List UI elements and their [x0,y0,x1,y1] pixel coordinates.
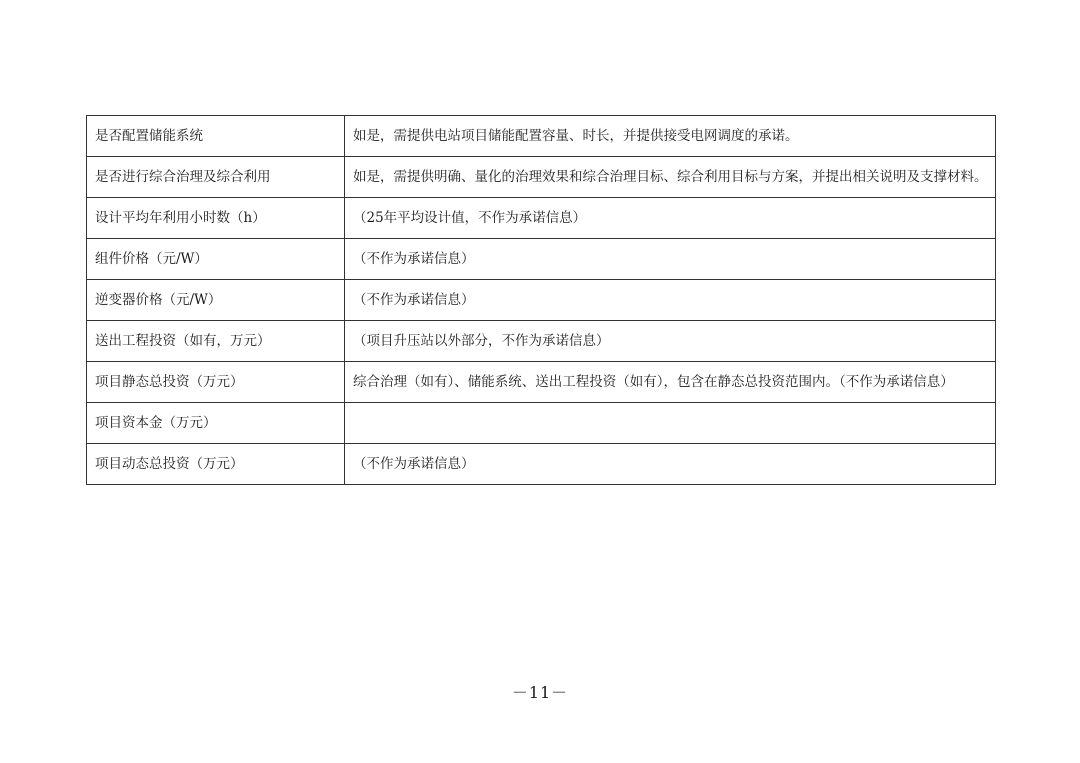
row-value: （不作为承诺信息） [345,280,996,321]
row-value: （不作为承诺信息） [345,444,996,485]
row-label: 组件价格（元/W） [87,239,345,280]
row-label: 设计平均年利用小时数（h） [87,198,345,239]
row-value: （项目升压站以外部分，不作为承诺信息） [345,321,996,362]
row-label: 项目静态总投资（万元） [87,362,345,403]
row-value [345,403,996,444]
table-row [87,444,996,485]
row-label: 逆变器价格（元/W） [87,280,345,321]
table-row [87,321,996,362]
project-info-table [86,115,996,485]
table-row [87,157,996,198]
table-row [87,198,996,239]
row-label: 项目动态总投资（万元） [87,444,345,485]
page-number: －11－ [511,683,569,702]
row-label: 送出工程投资（如有，万元） [87,321,345,362]
row-value: （25年平均设计值，不作为承诺信息） [345,198,996,239]
row-label: 是否进行综合治理及综合利用 [87,157,345,198]
row-value: 综合治理（如有）、储能系统、送出工程投资（如有），包含在静态总投资范围内。（不作为承诺信息） [345,362,996,403]
table-row [87,116,996,157]
table-row [87,362,996,403]
table-row [87,280,996,321]
row-value: 如是，需提供电站项目储能配置容量、时长，并提供接受电网调度的承诺。 [345,116,996,157]
row-value: 如是，需提供明确、量化的治理效果和综合治理目标、综合利用目标与方案，并提出相关说明及支撑材料。 [345,157,996,198]
row-value: （不作为承诺信息） [345,239,996,280]
row-label: 项目资本金（万元） [87,403,345,444]
table-row [87,403,996,444]
row-label: 是否配置储能系统 [87,116,345,157]
table-row [87,239,996,280]
